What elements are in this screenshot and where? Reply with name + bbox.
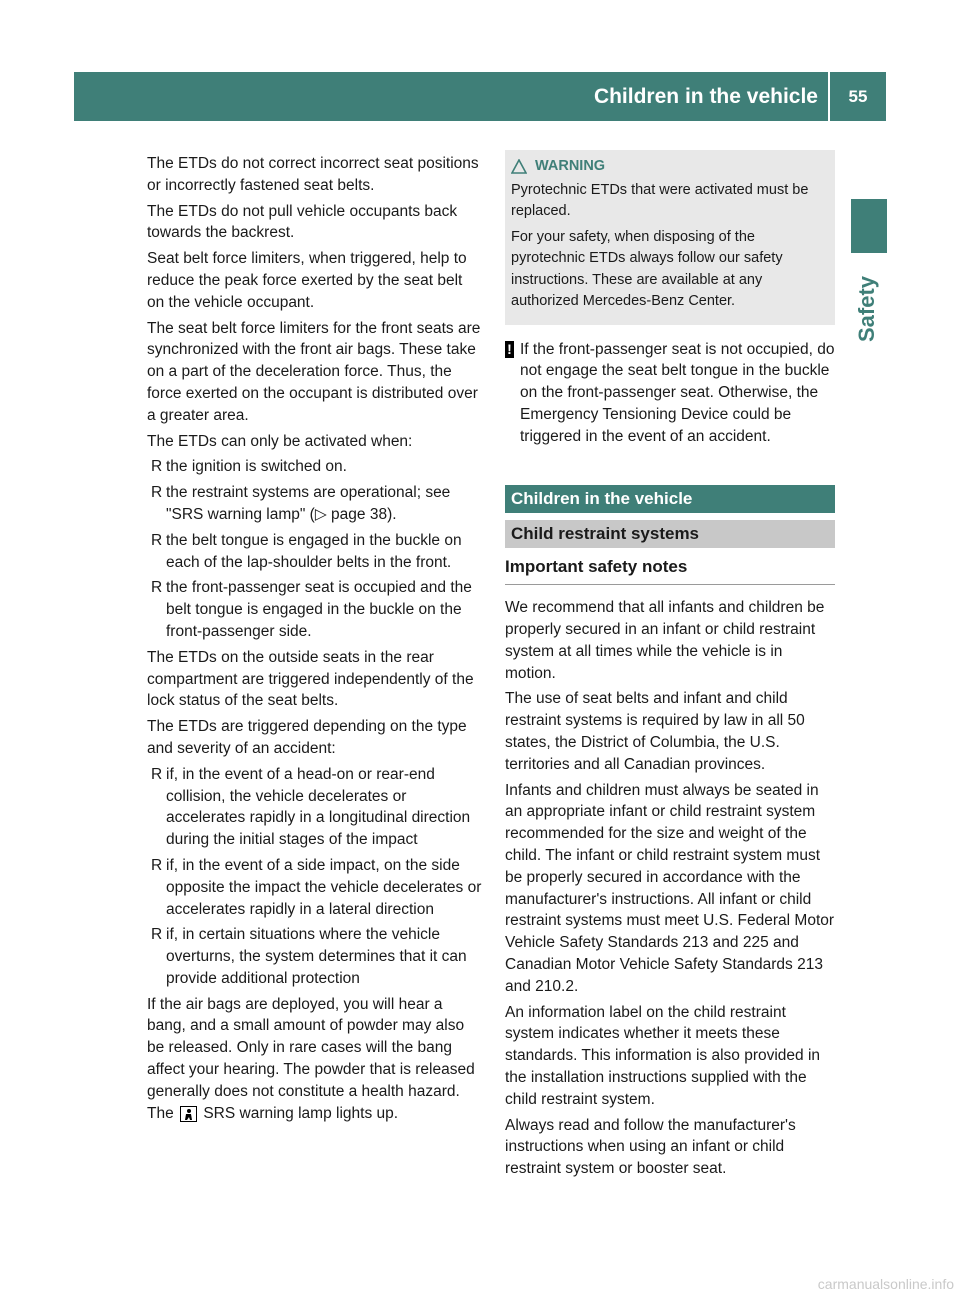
list-item: R the belt tongue is engaged in the buckle on each of the lap-shoulder belts in the front. <box>151 531 462 571</box>
warning-heading <box>511 156 827 178</box>
list-item: R the ignition is switched on. <box>147 456 483 478</box>
list-item: R if, in the event of a head-on or rear-end collision, the vehicle decelerates or accelerates rapidly in a longitudinal direction during the initial stages of the impact <box>151 765 471 849</box>
paragraph: Always read and follow the manufacturer's instructions when using an infant or child restraint system or booster seat. <box>505 1116 796 1178</box>
note <box>505 339 835 448</box>
paragraph: Infants and children must always be seated in an appropriate infant or child restraint system recommended for the size and weight of the child. The infant or child restraint system must be properly secured in accordance with the manufacturer's instructions. All infant or child restraint systems must meet U.S. Federal Motor Vehicle Safety Standards 213 and 225 and Canadian Motor Vehicle Safety Standards 213 and 210.2. <box>505 781 835 995</box>
warning-box <box>505 150 835 325</box>
paragraph: The use of seat belts and infant and child restraint systems is required by law in all 50 states, the District of Columbia, the U.S. territories and all Canadian provinces. <box>505 690 805 773</box>
bullet-marker: R <box>151 458 163 476</box>
paragraph: Seat belt force limiters, when triggered, help to reduce the peak force exerted by the seat belt on the vehicle occupant. <box>147 250 467 311</box>
header-title: Children in the vehicle <box>593 85 818 108</box>
bullet-marker: R <box>151 484 163 502</box>
exclamation-note-icon: ! <box>505 341 514 358</box>
page-number: 55 <box>848 87 868 106</box>
srs-warning-lamp-icon <box>180 1106 197 1122</box>
subsection-heading: Child restraint systems <box>505 520 835 548</box>
list-item: R the front-passenger seat is occupied and the belt tongue is engaged in the buckle on the front-passenger side. <box>151 579 472 640</box>
list-item[interactable]: R the restraint systems are operational; see "SRS warning lamp" (▷ page 38). <box>151 484 451 523</box>
paragraph: The ETDs can only be activated when: <box>147 432 413 450</box>
bullet-marker: R <box>151 531 163 549</box>
bullet-marker: R <box>151 765 163 783</box>
paragraph: The seat belt force limiters for the front seats are synchronized with the front air bags. These take on a part of the deceleration force. Thus, the force exerted on the occupant is distributed over a greater area. <box>147 319 481 424</box>
paragraph: The ETDs do not pull vehicle occupants back towards the backrest. <box>147 202 458 242</box>
paragraph: An information label on the child restraint system indicates whether it meets these standards. This information is also provided in the installation instructions supplied with the child restraint system. <box>505 1003 821 1108</box>
side-marker <box>851 199 887 253</box>
paragraph: If the air bags are deployed, you will hear a bang, and a small amount of powder may also be released. Only in rare cases will the bang affect your hearing. The powder that is released generally does not constitute a health hazard. The SRS warning lamp lights up. <box>147 995 475 1122</box>
right-column <box>505 150 835 1184</box>
left-column <box>147 153 483 1128</box>
paragraph: The ETDs do not correct incorrect seat positions or incorrectly fastened seat belts. <box>147 155 479 194</box>
topic-heading: Important safety notes <box>505 548 835 585</box>
side-tab-label: Safety <box>854 275 879 342</box>
list-item: R if, in the event of a side impact, on the side opposite the impact the vehicle decelerates or accelerates rapidly in a lateral direction <box>151 856 482 918</box>
footer-watermark: carmanualsonline.info <box>817 1276 954 1292</box>
section-heading: Children in the vehicle <box>505 485 835 513</box>
note-text: If the front-passenger seat is not occupied, do not engage the seat belt tongue in the buckle on the front-passenger seat. Otherwise, the Emergency Tensioning Device could be triggered in the event of an accident. <box>520 340 835 445</box>
paragraph: The ETDs on the outside seats in the rear compartment are triggered independently of the lock status of the seat belts. <box>147 648 474 710</box>
paragraph: We recommend that all infants and children be properly secured in an infant or child restraint system at all times while the vehicle is in motion. <box>505 599 825 682</box>
page-header <box>74 72 886 121</box>
warning-text: For your safety, when disposing of the pyrotechnic ETDs always follow our safety instructions. These are available at any authorized Mercedes-Benz Center. <box>511 228 783 309</box>
bullet-marker: R <box>151 926 163 944</box>
paragraph: The ETDs are triggered depending on the type and severity of an accident: <box>147 718 467 757</box>
warning-text: Pyrotechnic ETDs that were activated must be replaced. <box>511 181 809 219</box>
warning-triangle-icon <box>511 159 527 174</box>
list-item: R if, in certain situations where the vehicle overturns, the system determines that it can provide additional protection <box>151 926 467 987</box>
bullet-marker: R <box>151 579 163 597</box>
bullet-marker: R <box>151 856 163 874</box>
warning-label: WARNING <box>535 158 606 174</box>
side-tab <box>850 262 886 342</box>
